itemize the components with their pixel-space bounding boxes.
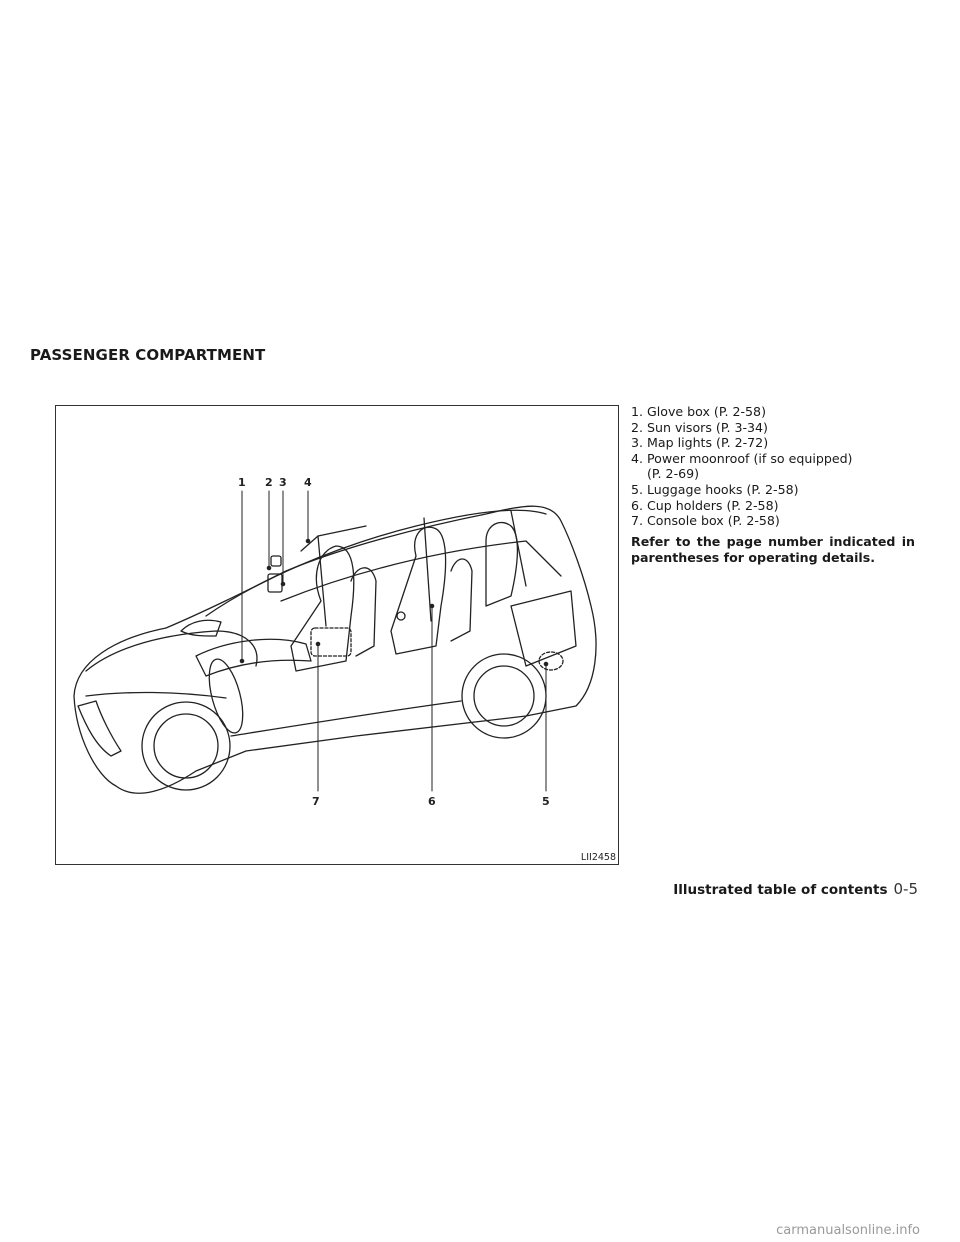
- legend-item-continuation: (P. 2-69): [647, 466, 700, 482]
- page-number: 0-5: [893, 880, 918, 898]
- figure-code: LII2458: [580, 852, 616, 863]
- page-footer: [673, 880, 918, 898]
- headlight: [181, 620, 221, 636]
- luggage-hook-marker: [539, 652, 563, 670]
- legend-item: 7. Console box (P. 2-58): [631, 513, 780, 529]
- callout-1: 1: [238, 476, 246, 489]
- callout-6: 6: [428, 795, 436, 808]
- watermark-text: carmanualsonline.info: [776, 1223, 920, 1238]
- legend-item: 5. Luggage hooks (P. 2-58): [631, 481, 799, 497]
- cargo-area: [511, 591, 576, 666]
- vehicle-cutaway-illustration: [56, 406, 620, 866]
- legend-item: 3. Map lights (P. 2-72): [631, 435, 769, 451]
- footer-section-title: Illustrated table of contents: [673, 882, 888, 898]
- second-row-seat: [391, 527, 446, 654]
- map-light: [271, 556, 281, 566]
- callout-legend: [631, 404, 921, 529]
- front-grille: [78, 701, 121, 756]
- callout-2: 2: [265, 476, 273, 489]
- callout-7: 7: [312, 795, 320, 808]
- cup-holder: [397, 612, 405, 620]
- passenger-compartment-figure: [55, 405, 619, 865]
- callout-4: 4: [304, 476, 312, 489]
- section-title: PASSENGER COMPARTMENT: [30, 346, 266, 364]
- callout-5: 5: [542, 795, 550, 808]
- legend-item: 6. Cup holders (P. 2-58): [631, 497, 779, 513]
- callout-3: 3: [279, 476, 287, 489]
- legend-item: 4. Power moonroof (if so equipped): [631, 450, 853, 466]
- hood-line: [86, 631, 257, 671]
- legend-item: 1. Glove box (P. 2-58): [631, 404, 766, 419]
- reference-note: Refer to the page number indicated in parentheses for operating details.: [631, 534, 915, 565]
- third-row-seat: [486, 522, 517, 606]
- legend-item: 2. Sun visors (P. 3-34): [631, 419, 768, 435]
